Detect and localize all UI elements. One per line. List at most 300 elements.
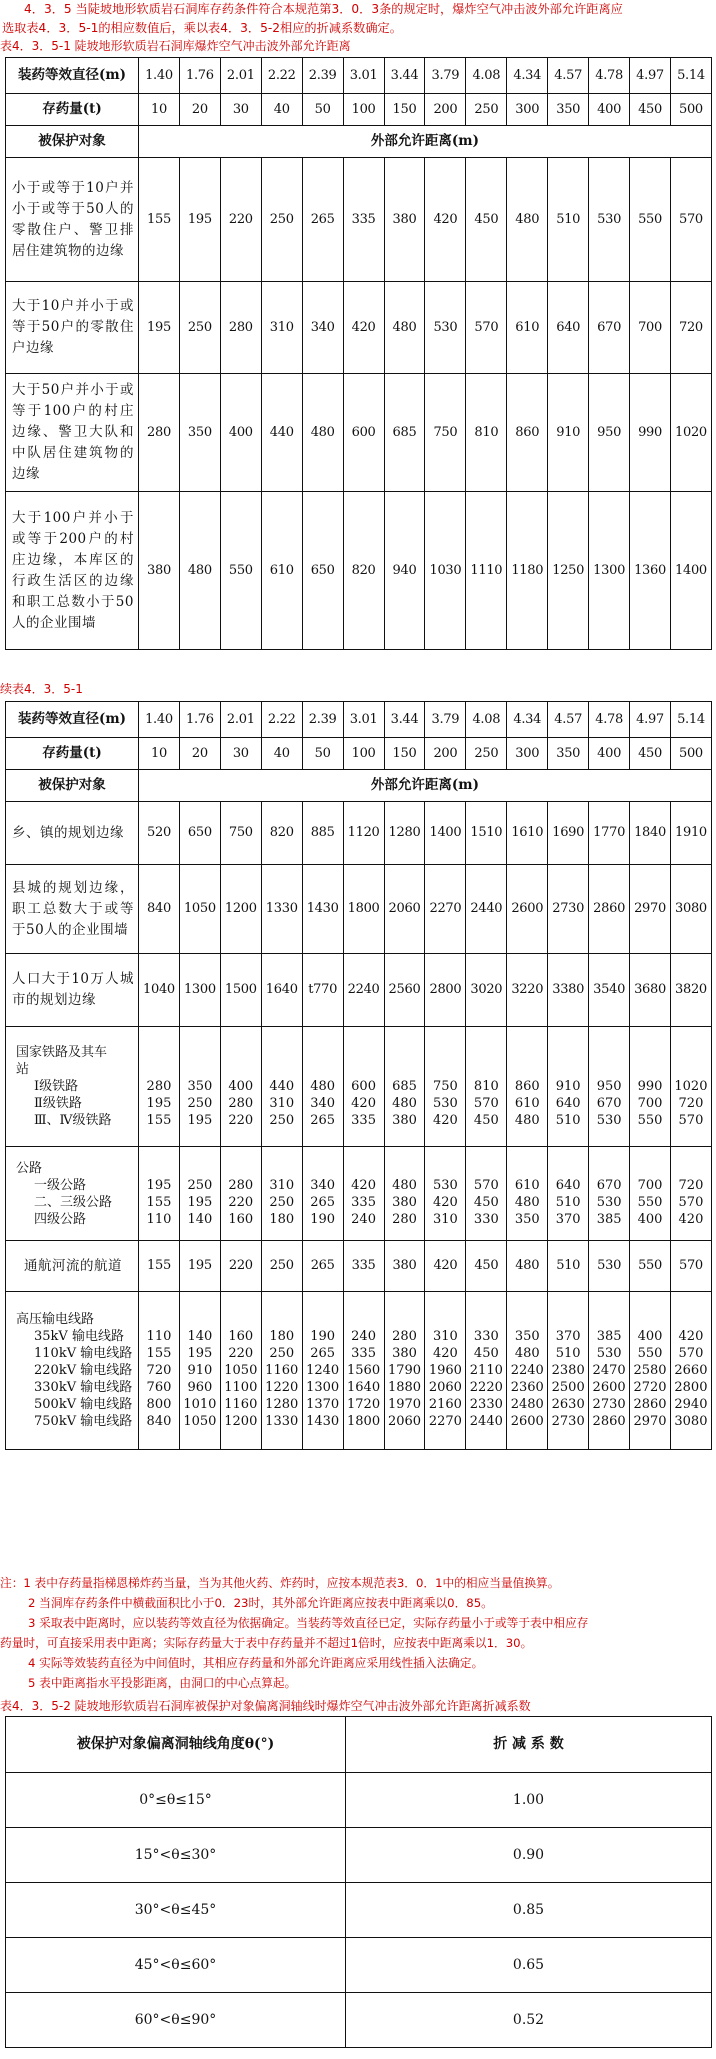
- table1-row-1-value-3: 310: [261, 282, 302, 374]
- table1-row-0-value-4: 265: [302, 158, 343, 282]
- table1-row-2-value-12: 990: [630, 374, 671, 492]
- table2-row-1-value-5: 1800: [343, 865, 384, 954]
- table1-row-3-value-0: 380: [139, 492, 180, 650]
- table2-power-title: 高压输电线路: [16, 1312, 95, 1327]
- table2-power-sub-1-value: 250: [269, 1346, 295, 1361]
- table2-railway-col-2: [220, 1027, 261, 1147]
- table2-railway-sub-2-value: 265: [310, 1113, 336, 1128]
- table2-quantity-11: 400: [589, 738, 630, 770]
- table1-quantity-7: 200: [425, 94, 466, 126]
- table2-railway-sub-0-value: 280: [146, 1079, 172, 1094]
- table1-diameter-13: 5.14: [670, 58, 711, 94]
- table2-highway-sub-2-value: 180: [269, 1211, 295, 1227]
- table1-row-3-value-12: 1360: [630, 492, 671, 650]
- table1-row-1-value-7: 530: [425, 282, 466, 374]
- table-row: [6, 1027, 712, 1147]
- table2-row-1-value-12: 2970: [630, 865, 671, 954]
- table2-highway-sub-2-value: 350: [514, 1211, 540, 1227]
- table2-power-sub-2-value: 720: [146, 1363, 172, 1378]
- table1-row-2-value-13: 1020: [670, 374, 711, 492]
- table2-power-col-4: [302, 1292, 343, 1450]
- table2-quantity-5: 100: [343, 738, 384, 770]
- table2-quantity-label: 存药量(t): [6, 738, 139, 770]
- table2-row-2-value-10: 3380: [548, 954, 589, 1027]
- table1-row-0-value-8: 450: [466, 158, 507, 282]
- table2-highway-sub-1-value: 155: [146, 1194, 172, 1210]
- table2-highway-sub-2-value: 400: [637, 1211, 663, 1227]
- table1-row-3-value-10: 1250: [548, 492, 589, 650]
- table2-row-2-value-1: 1300: [179, 954, 220, 1027]
- table1-row-0-value-6: 380: [384, 158, 425, 282]
- table-row: [6, 954, 712, 1027]
- table1-row-1-value-9: 610: [507, 282, 548, 374]
- table2-highway-sub-1-value: 335: [351, 1194, 376, 1210]
- table3-factor-0: 1.00: [346, 1773, 712, 1828]
- table2-railway-sub-0-value: 750: [433, 1079, 458, 1094]
- table2-quantity-0: 10: [139, 738, 180, 770]
- table1-row-1-value-13: 720: [670, 282, 711, 374]
- table2-power-sub-2-value: 1160: [265, 1363, 299, 1378]
- table1-row-2-value-7: 750: [425, 374, 466, 492]
- table2-power-sub-3: 330kV 输电线路: [34, 1380, 133, 1395]
- table1-row-3-value-13: 1400: [670, 492, 711, 650]
- table2-highway-title: 公路: [16, 1160, 43, 1176]
- table2-row-1-value-10: 2730: [548, 865, 589, 954]
- table2-railway-sub-1-value: 720: [678, 1096, 704, 1111]
- table2-highway-col-9: [507, 1147, 548, 1241]
- table2-power-sub-2-value: 2660: [674, 1363, 708, 1378]
- table2-power-sub-3-value: 960: [187, 1380, 213, 1395]
- table2-highway-sub-1-value: 265: [310, 1194, 336, 1210]
- note-4: 4 实际等效装药直径为中间值时，其相应存药量和外部允许距离应采用线性插入法确定。: [28, 1656, 484, 1670]
- table2-row-2-value-5: 2240: [343, 954, 384, 1027]
- table1-row-1-value-10: 640: [548, 282, 589, 374]
- table2-power-sub-0-value: 280: [392, 1329, 417, 1344]
- table3-angle-2: 30°<θ≤45°: [6, 1883, 346, 1938]
- table2-railway-sub-0-value: 910: [555, 1079, 581, 1094]
- table2-railway-sub-1-value: 700: [637, 1096, 663, 1111]
- table2-railway-sub-2-value: 530: [596, 1113, 622, 1128]
- table2-row-0-value-0: 520: [139, 802, 180, 865]
- table1-row-3-label: 大于100户并小于或等于200户的村庄边缘，本库区的行政生活区的边缘和职工总数小于50人的企业围墙: [6, 492, 139, 650]
- table2-power-sub-5-value: 2060: [387, 1414, 422, 1429]
- table2-highway-col-7: [425, 1147, 466, 1241]
- table2-row-1-value-4: 1430: [302, 865, 343, 954]
- table2-railway-title: 国家铁路及其车: [16, 1045, 108, 1060]
- table-2: [5, 701, 712, 1450]
- table2-row-2-value-11: 3540: [589, 954, 630, 1027]
- table2-object-label: 被保护对象: [6, 770, 139, 802]
- table2-power-sub-4-value: 1720: [347, 1397, 381, 1412]
- table2-power-sub-1-value: 480: [514, 1346, 540, 1361]
- table2-railway-sub-2-value: 550: [637, 1113, 663, 1128]
- table2-quantity-12: 450: [630, 738, 671, 770]
- table2-power-sub-2-value: 2240: [510, 1363, 544, 1378]
- table2-power-sub-0-value: 160: [228, 1329, 254, 1344]
- table2-power-sub-2-value: 2470: [592, 1363, 626, 1378]
- table1-row-3-value-2: 550: [220, 492, 261, 650]
- table2-highway-label: [6, 1147, 139, 1241]
- table2-power-sub-1-value: 550: [637, 1346, 663, 1361]
- table1-diameter-11: 4.78: [589, 58, 630, 94]
- table1-diameter-12: 4.97: [630, 58, 671, 94]
- table2-railway-sub-2-value: 220: [228, 1113, 254, 1128]
- table2-highway-col-2: [220, 1147, 261, 1241]
- table2-highway-sub-0-value: 480: [392, 1177, 417, 1193]
- table2-highway-sub-0-value: 700: [637, 1177, 663, 1193]
- table1-row-1-value-6: 480: [384, 282, 425, 374]
- table2-row-0-value-3: 820: [261, 802, 302, 865]
- table1-diameter-2: 2.01: [220, 58, 261, 94]
- table2-highway-col-12: [630, 1147, 671, 1241]
- table-row: [6, 1883, 712, 1938]
- table2-river-value-1: 195: [179, 1241, 220, 1292]
- intro-line-1: 4．3．5 当陡坡地形软质岩石洞库存药条件符合本规范第3．0．3条的规定时，爆炸空气冲击波外部允许距离应: [24, 2, 623, 16]
- table1-row-0-value-10: 510: [548, 158, 589, 282]
- table2-diameter-13: 5.14: [670, 702, 711, 738]
- table2-railway-sub-1-value: 530: [433, 1096, 458, 1111]
- table2-railway-sub-0-value: 400: [228, 1079, 254, 1094]
- table2-power-sub-3-value: 1220: [265, 1380, 299, 1395]
- table1-quantity-5: 100: [343, 94, 384, 126]
- table1-distance-label: 外部允许距离(m): [139, 126, 712, 158]
- table2-power-sub-3-value: 1300: [306, 1380, 340, 1395]
- table2-railway-col-9: [507, 1027, 548, 1147]
- table2-highway-sub-2-value: 310: [433, 1211, 458, 1227]
- intro-line-2: 选取表4．3．5-1的相应数值后，乘以表4．3．5-2相应的折减系数确定。: [2, 21, 402, 35]
- table2-railway-sub-1-value: 280: [228, 1096, 254, 1111]
- table2-railway-col-3: [261, 1027, 302, 1147]
- table2-highway-sub-0: 一级公路: [34, 1177, 87, 1193]
- table2-highway-sub-2-value: 280: [392, 1211, 417, 1227]
- table2-railway-sub-1-value: 195: [146, 1096, 172, 1111]
- table2-railway-sub-2-value: 420: [433, 1113, 458, 1128]
- table2-highway-sub-1-value: 450: [473, 1194, 499, 1210]
- table1-quantity-1: 20: [179, 94, 220, 126]
- table2-highway-col-8: [466, 1147, 507, 1241]
- note-3: 3 采取表中距离时，应以装药等效直径为依据确定。当装药等效直径已定，实际存药量小于或等于表中相应存: [28, 1616, 589, 1630]
- table2-power-sub-4-value: 1160: [224, 1397, 258, 1412]
- table2-power-sub-2-value: 910: [187, 1363, 213, 1378]
- table1-caption: 表4．3．5-1 陡坡地形软质岩石洞库爆炸空气冲击波外部允许距离: [0, 39, 351, 53]
- table2-railway-sub-1-value: 640: [555, 1096, 581, 1111]
- table-3: [5, 1716, 712, 2048]
- table2-power-sub-0-value: 190: [310, 1329, 336, 1344]
- table2-railway-sub-2-value: 335: [351, 1113, 376, 1128]
- table2-railway-sub-1-value: 570: [473, 1096, 499, 1111]
- table1-quantity-label: 存药量(t): [6, 94, 139, 126]
- table-row: [6, 1938, 712, 1993]
- table2-diameter-3: 2.22: [261, 702, 302, 738]
- table2-power-sub-5-value: 1200: [224, 1414, 258, 1429]
- table2-power-sub-2: 220kV 输电线路: [34, 1363, 133, 1378]
- table3-angle-0: 0°≤θ≤15°: [6, 1773, 346, 1828]
- table1-row-3-value-5: 820: [343, 492, 384, 650]
- table2-railway-sub-2-value: 450: [473, 1113, 499, 1128]
- table2-row-2-value-8: 3020: [466, 954, 507, 1027]
- table2-railway-sub-0-value: 990: [637, 1079, 663, 1094]
- table2-river-value-5: 335: [343, 1241, 384, 1292]
- table1-quantity-6: 150: [384, 94, 425, 126]
- table2-diameter-11: 4.78: [589, 702, 630, 738]
- table-row: [6, 1993, 712, 2048]
- table2-railway-col-11: [589, 1027, 630, 1147]
- table2-row-2-value-0: 1040: [139, 954, 180, 1027]
- table1-row-1-value-5: 420: [343, 282, 384, 374]
- table2-river-value-6: 380: [384, 1241, 425, 1292]
- table2-diameter-8: 4.08: [466, 702, 507, 738]
- table2-highway-sub-0-value: 570: [473, 1177, 499, 1193]
- table2-power-sub-0-value: 110: [146, 1329, 172, 1344]
- table1-diameter-4: 2.39: [302, 58, 343, 94]
- table1-row-2-value-1: 350: [179, 374, 220, 492]
- table2-railway-sub-2-value: 195: [187, 1113, 213, 1128]
- table2-power-sub-2-value: 1240: [306, 1363, 340, 1378]
- table1-row-1-value-2: 280: [220, 282, 261, 374]
- table2-power-label: [6, 1292, 139, 1450]
- table1-diameter-10: 4.57: [548, 58, 589, 94]
- table1-diameter-5: 3.01: [343, 58, 384, 94]
- table2-river-value-0: 155: [139, 1241, 180, 1292]
- table2-railway-sub-2-value: 250: [269, 1113, 295, 1128]
- table2-power-sub-4-value: 2160: [428, 1397, 462, 1412]
- table2-row-0-value-11: 1770: [589, 802, 630, 865]
- table2-power-sub-3-value: 2220: [469, 1380, 503, 1395]
- table2-highway-sub-1-value: 250: [269, 1194, 295, 1210]
- table3-col-factor: 折 减 系 数: [346, 1717, 712, 1773]
- note-1: 注：1 表中存药量指梯恩梯炸药当量，当为其他火药、炸药时，应按本规范表3．0．1中的相应当量值换算。: [0, 1576, 560, 1590]
- table2-railway-sub-2: Ⅲ、Ⅳ级铁路: [34, 1113, 112, 1128]
- table2-power-sub-3-value: 2500: [551, 1380, 585, 1395]
- table1-row-1-value-4: 340: [302, 282, 343, 374]
- table2-power-sub-2-value: 2580: [633, 1363, 667, 1378]
- table2-river-value-10: 510: [548, 1241, 589, 1292]
- table2-highway-sub-1: 二、三级公路: [34, 1194, 113, 1210]
- table2-row-1-value-8: 2440: [466, 865, 507, 954]
- table2-quantity-13: 500: [670, 738, 711, 770]
- table2-power-sub-3-value: 760: [146, 1380, 172, 1395]
- table1-row-3-value-9: 1180: [507, 492, 548, 650]
- table2-row-1-value-2: 1200: [220, 865, 261, 954]
- note-5: 5 表中距离指水平投影距离，由洞口的中心点算起。: [28, 1676, 297, 1690]
- table2-railway-sub-1-value: 250: [187, 1096, 213, 1111]
- table1-object-label: 被保护对象: [6, 126, 139, 158]
- table2-power-sub-1-value: 570: [678, 1346, 704, 1361]
- table1-row-2-value-4: 480: [302, 374, 343, 492]
- table2-highway-sub-1-value: 570: [678, 1194, 704, 1210]
- table2-railway-sub-2-value: 570: [678, 1113, 704, 1128]
- table2-power-sub-5-value: 1050: [183, 1414, 217, 1429]
- table2-power-sub-5-value: 2600: [510, 1414, 544, 1429]
- table2-power-sub-2-value: 1560: [347, 1363, 381, 1378]
- table1-row-1-value-1: 250: [179, 282, 220, 374]
- table2-railway-sub-1-value: 310: [269, 1096, 295, 1111]
- intro-paragraph: [2, 0, 714, 38]
- table1-row-2-value-8: 810: [466, 374, 507, 492]
- table2-highway-col-1: [179, 1147, 220, 1241]
- table3-caption: 表4．3．5-2 陡坡地形软质岩石洞库被保护对象偏离洞轴线时爆炸空气冲击波外部允许距离折减系数: [0, 1699, 531, 1713]
- table2-diameter-1: 1.76: [179, 702, 220, 738]
- table1-diameter-0: 1.40: [139, 58, 180, 94]
- table-row: [6, 865, 712, 954]
- table2-highway-col-11: [589, 1147, 630, 1241]
- table2-railway-sub-0-value: 860: [514, 1079, 540, 1094]
- table2-quantity-6: 150: [384, 738, 425, 770]
- table2-power-sub-4-value: 2730: [592, 1397, 626, 1412]
- table2-power-sub-3-value: 1100: [224, 1380, 258, 1395]
- table1-row-2-value-2: 400: [220, 374, 261, 492]
- table-row: [6, 374, 712, 492]
- table2-row-0-value-1: 650: [179, 802, 220, 865]
- table2-highway-sub-0-value: 420: [351, 1177, 376, 1193]
- table2-power-sub-4-value: 2940: [674, 1397, 708, 1412]
- table2-row-0-value-7: 1400: [425, 802, 466, 865]
- table2-highway-sub-0-value: 720: [678, 1177, 704, 1193]
- table2-highway-sub-2-value: 370: [555, 1211, 581, 1227]
- table2-highway-sub-1-value: 530: [596, 1194, 622, 1210]
- table2-power-sub-2-value: 1050: [224, 1363, 258, 1378]
- table2-power-sub-1-value: 420: [433, 1346, 458, 1361]
- table2-power-sub-1-value: 450: [473, 1346, 499, 1361]
- table2-power-sub-2-value: 2110: [469, 1363, 503, 1378]
- table2-diameter-9: 4.34: [507, 702, 548, 738]
- table2-power-col-6: [384, 1292, 425, 1450]
- table2-power-sub-1-value: 530: [596, 1346, 622, 1361]
- table1-row-0-value-1: 195: [179, 158, 220, 282]
- table1-row-3-value-8: 1110: [466, 492, 507, 650]
- table2-highway-sub-0-value: 195: [146, 1177, 172, 1193]
- table2-power-sub-0-value: 400: [637, 1329, 663, 1344]
- table3-factor-1: 0.90: [346, 1828, 712, 1883]
- table2-railway-sub-0-value: 810: [473, 1079, 499, 1094]
- table2-power-col-1: [179, 1292, 220, 1450]
- table2-railway-sub-2-value: 155: [146, 1113, 172, 1128]
- table2-row-2-value-13: 3820: [670, 954, 711, 1027]
- table2-power-sub-0-value: 370: [555, 1329, 581, 1344]
- table2-power-col-3: [261, 1292, 302, 1450]
- notes: [0, 1573, 716, 1690]
- table2-highway-sub-0-value: 670: [596, 1177, 622, 1193]
- table1-quantity-10: 350: [548, 94, 589, 126]
- table2-highway-col-6: [384, 1147, 425, 1241]
- table2-power-sub-3-value: 2600: [592, 1380, 626, 1395]
- table-row: [6, 1828, 712, 1883]
- table1-diameter-6: 3.44: [384, 58, 425, 94]
- table2-power-col-10: [548, 1292, 589, 1450]
- table2-power-col-9: [507, 1292, 548, 1450]
- table2-river-value-13: 570: [670, 1241, 711, 1292]
- table2-quantity-4: 50: [302, 738, 343, 770]
- table2-railway-col-8: [466, 1027, 507, 1147]
- table2-railway-col-6: [384, 1027, 425, 1147]
- note-3-cont: 药量时，可直接采用表中距离；实际存药量大于表中存药量并不超过1倍时，应按表中距离乘以1．30。: [0, 1636, 533, 1650]
- table2-power-sub-5-value: 2270: [428, 1414, 462, 1429]
- table2-row-2-value-12: 3680: [630, 954, 671, 1027]
- table2-railway-sub-0-value: 440: [269, 1079, 295, 1094]
- table1-row-0-label: 小于或等于10户并小于或等于50人的零散住户、警卫排居住建筑物的边缘: [6, 158, 139, 282]
- table2-caption: 续表4．3．5-1: [0, 682, 83, 696]
- table2-quantity-1: 20: [179, 738, 220, 770]
- table3-factor-3: 0.65: [346, 1938, 712, 1993]
- table2-highway-sub-2-value: 240: [351, 1211, 376, 1227]
- table2-railway-col-12: [630, 1027, 671, 1147]
- table2-railway-col-10: [548, 1027, 589, 1147]
- table2-power-col-5: [343, 1292, 384, 1450]
- table2-power-col-8: [466, 1292, 507, 1450]
- table1-row-1-value-0: 195: [139, 282, 180, 374]
- table2-row-1-value-13: 3080: [670, 865, 711, 954]
- table2-railway-col-1: [179, 1027, 220, 1147]
- table2-highway-col-0: [139, 1147, 180, 1241]
- table2-power-sub-1-value: 220: [228, 1346, 254, 1361]
- table2-row-1-value-0: 840: [139, 865, 180, 954]
- table2-railway-col-13: [670, 1027, 711, 1147]
- table2-highway-sub-1-value: 220: [228, 1194, 254, 1210]
- table1-quantity-4: 50: [302, 94, 343, 126]
- table1-row-0-value-0: 155: [139, 158, 180, 282]
- table1-row-3-value-4: 650: [302, 492, 343, 650]
- table2-power-sub-0-value: 180: [269, 1329, 295, 1344]
- table2-highway-sub-0-value: 640: [555, 1177, 581, 1193]
- table2-power-sub-5-value: 1330: [265, 1414, 299, 1429]
- table2-power-sub-1-value: 195: [187, 1346, 213, 1361]
- table1-row-0-value-11: 530: [589, 158, 630, 282]
- table2-power-sub-3-value: 1640: [347, 1380, 381, 1395]
- table-row: [6, 492, 712, 650]
- table3-factor-4: 0.52: [346, 1993, 712, 2048]
- table2-row-2-value-9: 3220: [507, 954, 548, 1027]
- table2-row-0-value-9: 1610: [507, 802, 548, 865]
- table2-railway-sub-0-value: 480: [310, 1079, 336, 1094]
- table2-power-sub-0-value: 330: [473, 1329, 499, 1344]
- table2-power-col-0: [139, 1292, 180, 1450]
- table1-row-0-value-7: 420: [425, 158, 466, 282]
- table2-power-sub-5-value: 2440: [469, 1414, 503, 1429]
- table1-row-0-value-13: 570: [670, 158, 711, 282]
- table2-power-sub-3-value: 2060: [428, 1380, 462, 1395]
- table2-river-value-2: 220: [220, 1241, 261, 1292]
- table2-railway-sub-1-value: 480: [392, 1096, 417, 1111]
- table2-power-sub-3-value: 1880: [387, 1380, 422, 1395]
- table2-highway-sub-2-value: 160: [228, 1211, 254, 1227]
- table2-row-0-value-6: 1280: [384, 802, 425, 865]
- table-1: [5, 57, 712, 650]
- table2-highway-sub-1-value: 550: [637, 1194, 663, 1210]
- table2-power-sub-5-value: 1800: [347, 1414, 381, 1429]
- table2-row-1-value-1: 1050: [179, 865, 220, 954]
- table2-power-sub-5-value: 2970: [633, 1414, 667, 1429]
- table2-row-2-value-6: 2560: [384, 954, 425, 1027]
- table2-railway-sub-0-value: 685: [392, 1079, 417, 1094]
- table2-row-0-value-5: 1120: [343, 802, 384, 865]
- table2-row-1-value-7: 2270: [425, 865, 466, 954]
- table1-row-0-value-3: 250: [261, 158, 302, 282]
- table2-power-sub-5: 750kV 输电线路: [34, 1414, 133, 1429]
- table2-power-sub-1-value: 380: [392, 1346, 417, 1361]
- table1-row-0-value-12: 550: [630, 158, 671, 282]
- table2-row-1-value-9: 2600: [507, 865, 548, 954]
- table1-quantity-2: 30: [220, 94, 261, 126]
- table2-river-value-11: 530: [589, 1241, 630, 1292]
- table2-river-value-4: 265: [302, 1241, 343, 1292]
- table2-row-0-label: 乡、镇的规划边缘: [6, 802, 139, 865]
- table2-river-value-9: 480: [507, 1241, 548, 1292]
- table2-highway-col-13: [670, 1147, 711, 1241]
- table2-highway-sub-2-value: 420: [678, 1211, 704, 1227]
- table-row: [6, 1773, 712, 1828]
- table3-angle-1: 15°<θ≤30°: [6, 1828, 346, 1883]
- table1-row-3-value-7: 1030: [425, 492, 466, 650]
